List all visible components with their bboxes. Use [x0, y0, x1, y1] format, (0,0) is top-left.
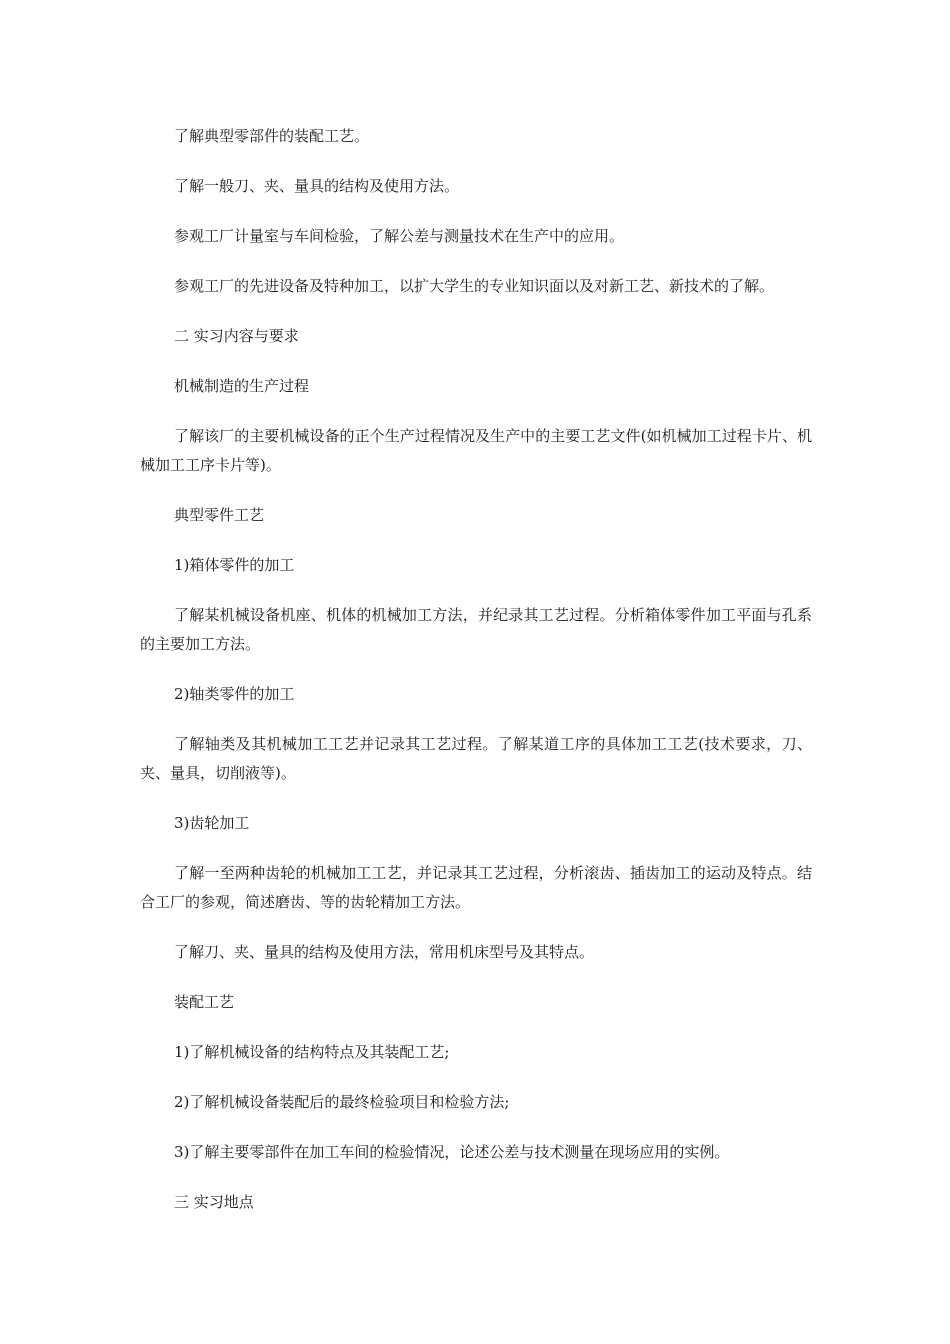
paragraph: 了解轴类及其机械加工工艺并记录其工艺过程。了解某道工序的具体加工工艺(技术要求，刀、夹、量具，切削液等)。 [140, 735, 812, 782]
paragraph: 了解刀、夹、量具的结构及使用方法，常用机床型号及其特点。 [174, 943, 595, 961]
list-item: 1)箱体零件的加工 [174, 556, 295, 574]
document-body [140, 122, 812, 1238]
paragraph: 参观工厂的先进设备及特种加工，以扩大学生的专业知识面以及对新工艺、新技术的了解。 [174, 277, 775, 295]
paragraph: 了解一般刀、夹、量具的结构及使用方法。 [174, 177, 460, 195]
subsection-heading: 机械制造的生产过程 [174, 377, 310, 395]
paragraph: 参观工厂计量室与车间检验，了解公差与测量技术在生产中的应用。 [174, 227, 625, 245]
section-heading: 三 实习地点 [174, 1193, 254, 1211]
paragraph: 了解某机械设备机座、机体的机械加工方法，并纪录其工艺过程。分析箱体零件加工平面与孔系的主要加工方法。 [140, 606, 812, 653]
list-item: 3)了解主要零部件在加工车间的检验情况，论述公差与技术测量在现场应用的实例。 [174, 1143, 730, 1161]
list-item: 2)轴类零件的加工 [174, 685, 295, 703]
subsection-heading: 装配工艺 [174, 993, 235, 1011]
list-item: 3)齿轮加工 [174, 814, 250, 832]
subsection-heading: 典型零件工艺 [174, 506, 265, 524]
section-heading: 二 实习内容与要求 [174, 327, 299, 345]
list-item: 1)了解机械设备的结构特点及其装配工艺; [174, 1043, 450, 1061]
paragraph: 了解典型零部件的装配工艺。 [174, 127, 370, 145]
list-item: 2)了解机械设备装配后的最终检验项目和检验方法; [174, 1093, 510, 1111]
paragraph: 了解一至两种齿轮的机械加工工艺，并记录其工艺过程，分析滚齿、插齿加工的运动及特点。结合工厂的参观，简述磨齿、等的齿轮精加工方法。 [140, 864, 812, 911]
paragraph: 了解该厂的主要机械设备的正个生产过程情况及生产中的主要工艺文件(如机械加工过程卡片、机械加工工序卡片等)。 [140, 427, 812, 474]
